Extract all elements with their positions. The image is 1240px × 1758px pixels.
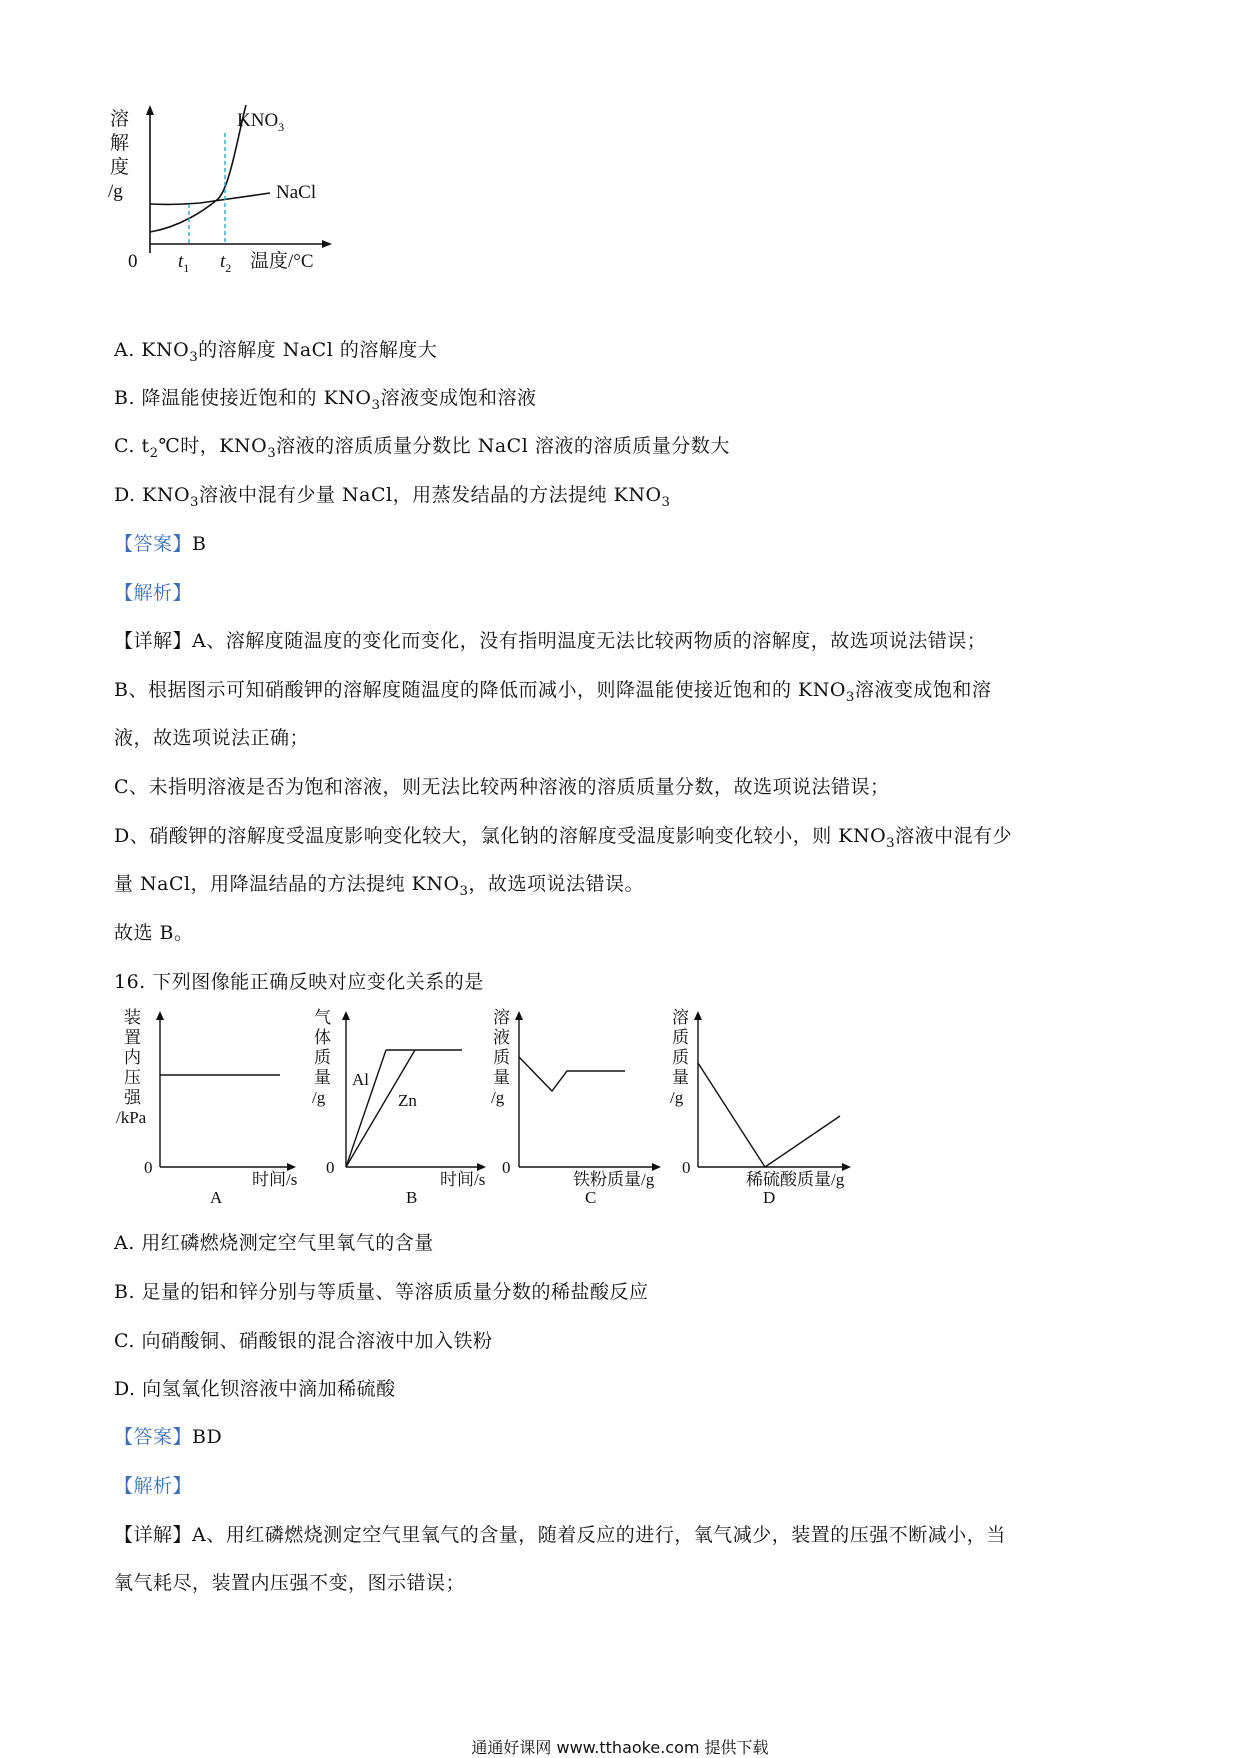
graph-c-y-arrow [515,1011,523,1020]
y-label-char: 解 [110,133,130,154]
graph-b-y-char: /g [312,1088,326,1107]
graph-c-y-char: 溶 [493,1008,510,1027]
graph-d-origin: 0 [682,1158,691,1177]
x-axis-label: 温度/°C [250,251,314,272]
graph-b-y-char: 体 [314,1028,331,1047]
graph-a-origin: 0 [144,1158,153,1177]
y-label-char: 溶 [110,109,130,130]
graph-d-y-char: 溶 [672,1008,689,1027]
graph-d-caption: D [763,1188,776,1207]
q15-option-a: A. $KNO_3$的溶解度 NaCl 的溶解度大 [114,339,438,365]
q15-option-d: D. $KNO_3$溶液中混有少量 NaCl，用蒸发结晶的方法提纯 $KNO_3$ [114,484,671,510]
q16-option-d: D. 向氢氧化钡溶液中滴加稀硫酸 [114,1378,396,1400]
kno3-curve [150,105,246,232]
graph-a-y-char: 装 [124,1008,141,1027]
q15-detail-3: 液，故选项说法正确； [114,727,310,749]
y-label-char: 度 [110,157,130,178]
graph-a [116,1008,297,1207]
graph-c-x-label: 铁粉质量/g [573,1170,655,1189]
t2-label: $t_2$ [220,251,232,275]
graph-c-y-char: /g [491,1088,505,1107]
x-axis-arrow [322,240,332,248]
graph-b-al-label: Al [352,1070,369,1089]
q15-detail-2: B、根据图示可知硝酸钾的溶解度随温度的降低而减小，则降温能使接近饱和的 $KNO_3$溶液变成饱和溶 [114,679,992,705]
graph-b-y-char: 气 [314,1008,331,1027]
nacl-curve [150,193,270,204]
graph-c-y-char: 液 [493,1028,510,1047]
graph-d-y-arrow [694,1011,702,1020]
graph-d-line [698,1063,840,1167]
q16-detail-1: 【详解】A、用红磷燃烧测定空气里氧气的含量，随着反应的进行，氧气减少，装置的压强不断减小，当 [114,1524,1006,1546]
graph-a-y-char: /kPa [116,1108,147,1127]
graph-d-y-char: 质 [672,1048,689,1067]
graph-b-caption: B [406,1188,418,1207]
graph-d-y-char: /g [670,1088,684,1107]
graph-a-y-char: 强 [124,1088,141,1107]
graph-c-origin: 0 [502,1158,511,1177]
y-axis-arrow [146,105,154,115]
q16-answer: 【答案】BD [114,1426,223,1448]
graph-b-y-char: 量 [314,1068,331,1087]
graph-a-x-label: 时间/s [252,1170,298,1189]
graph-c-y-char: 质 [493,1048,510,1067]
q16-option-b: B. 足量的铝和锌分别与等质量、等溶质质量分数的稀盐酸反应 [114,1281,649,1303]
y-label-char: /g [108,181,123,202]
q16-option-c: C. 向硝酸铜、硝酸银的混合溶液中加入铁粉 [114,1330,493,1352]
origin-label: 0 [128,251,138,272]
q15-conclusion: 故选 B。 [114,922,194,944]
q16-analysis-heading: 【解析】 [114,1475,193,1497]
q15-option-c: C. $t_2℃$时，$KNO_3$溶液的溶质质量分数比 NaCl 溶液的溶质质量分数大 [114,435,730,461]
graph-d-y-char: 质 [672,1028,689,1047]
graph-c-line [519,1057,625,1091]
graph-b-origin: 0 [326,1158,335,1177]
q16-detail-2: 氧气耗尽，装置内压强不变，图示错误； [114,1572,466,1594]
graph-b-x-label: 时间/s [440,1170,486,1189]
solubility-chart [110,105,380,305]
graph-c-y-char: 量 [493,1068,510,1087]
q15-detail-4: C、未指明溶液是否为饱和溶液，则无法比较两种溶液的溶质质量分数，故选项说法错误； [114,776,890,798]
graph-b-y-arrow [342,1011,350,1020]
graph-b-zn-label: Zn [398,1091,417,1110]
q15-detail-6: 量 NaCl，用降温结晶的方法提纯 $KNO_3$，故选项说法错误。 [114,873,645,899]
page-footer: 通通好课网 www.tthaoke.com 提供下载 [471,1738,769,1757]
q15-detail-1: 【详解】A、溶解度随温度的变化而变化，没有指明温度无法比较两物质的溶解度，故选项说法错误； [114,630,987,652]
t1-label: $t_1$ [178,251,190,275]
kno3-label: $KNO_3$ [237,110,285,134]
graph-d [670,1008,851,1207]
q16-option-a: A. 用红磷燃烧测定空气里氧气的含量 [114,1232,434,1254]
q15-detail-5: D、硝酸钾的溶解度受温度影响变化较大，氯化钠的溶解度受温度影响变化较小，则 $KNO_3$溶液中混有少 [114,825,1013,851]
graph-a-caption: A [210,1188,223,1207]
q15-answer: 【答案】B [114,533,207,555]
q16-graphs [110,1005,870,1205]
graph-d-y-char: 量 [672,1068,689,1087]
graph-b-y-char: 质 [314,1048,331,1067]
graph-c-caption: C [585,1188,597,1207]
graph-a-y-char: 内 [124,1048,141,1067]
graph-d-x-label: 稀硫酸质量/g [746,1170,845,1189]
graph-a-y-char: 压 [124,1068,141,1087]
nacl-label: NaCl [276,182,317,203]
q15-option-b: B. 降温能使接近饱和的 $KNO_3$溶液变成饱和溶液 [114,387,537,413]
graph-a-y-char: 置 [124,1028,141,1047]
graph-b [312,1008,486,1207]
graph-c [491,1008,661,1207]
graph-a-y-arrow [156,1011,164,1020]
q16-stem: 16. 下列图像能正确反映对应变化关系的是 [114,971,484,993]
q15-analysis-heading: 【解析】 [114,582,193,604]
